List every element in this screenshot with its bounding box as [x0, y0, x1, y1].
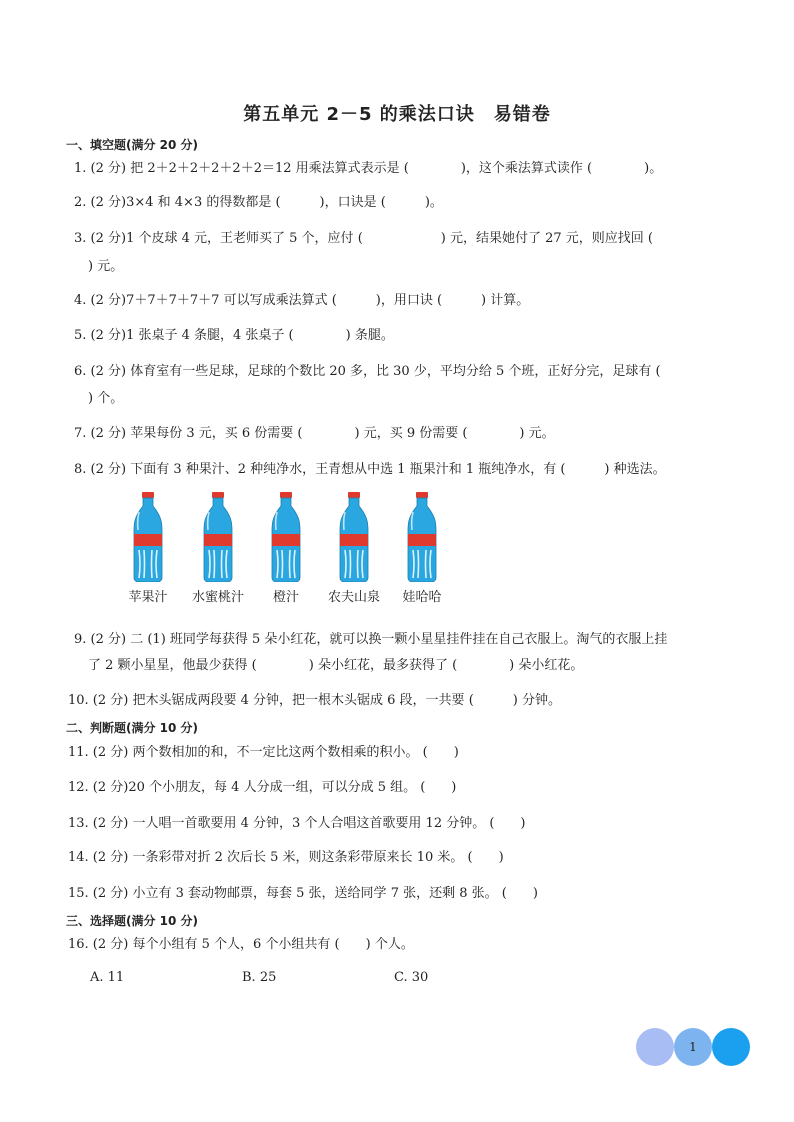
question-2: 2. (2 分)3×4 和 4×3 的得数都是 ( )，口诀是 ( )。 [74, 195, 443, 210]
question-6-continued: ) 个。 [88, 391, 124, 406]
bottle-illustration [118, 492, 458, 608]
bottle-apple-juice [118, 492, 178, 608]
question-3: 3. (2 分)1 个皮球 4 元，王老师买了 5 个，应付 ( ) 元，结果她付了 27 元，则应找回 ( [74, 231, 653, 246]
question-8: 8. (2 分) 下面有 3 种果汁、2 种纯净水，王青想从中选 1 瓶果汁和 1 瓶纯净水，有 ( ) 种选法。 [74, 462, 666, 477]
bottle-icon [130, 492, 166, 582]
bottle-label: 娃哈哈 [402, 590, 442, 605]
bottle-icon [200, 492, 236, 582]
question-16: 16. (2 分) 每个小组有 5 个人，6 个小组共有 ( ) 个人。 [68, 937, 414, 952]
bottle-label: 橙汁 [272, 590, 299, 605]
bottle-label: 苹果汁 [128, 590, 168, 605]
question-7: 7. (2 分) 苹果每份 3 元，买 6 份需要 ( ) 元，买 9 份需要 ( ) 元。 [74, 426, 555, 441]
option-a: A. 11 [90, 970, 125, 985]
page-number-badge [636, 1028, 752, 1068]
question-6: 6. (2 分) 体育室有一些足球，足球的个数比 20 多，比 30 少，平均分给 5 个班，正好分完，足球有 ( [74, 364, 661, 379]
bottle-icon [268, 492, 304, 582]
bottle-wahaha [392, 492, 452, 608]
bottle-label: 水蜜桃汁 [191, 590, 244, 605]
section-heading-true-false: 二、判断题(满分 10 分) [66, 721, 199, 735]
option-b: B. 25 [242, 970, 277, 985]
question-11: 11. (2 分) 两个数相加的和，不一定比这两个数相乘的积小。 ( ) [68, 745, 459, 760]
option-c: C. 30 [394, 970, 429, 985]
page-number: 1 [689, 1040, 697, 1054]
question-5: 5. (2 分)1 张桌子 4 条腿，4 张桌子 ( ) 条腿。 [74, 328, 394, 343]
bottle-label: 农夫山泉 [327, 590, 380, 605]
question-15: 15. (2 分) 小立有 3 套动物邮票，每套 5 张，送给同学 7 张，还剩 8 张。 ( ) [68, 886, 538, 901]
question-4: 4. (2 分)7＋7＋7＋7＋7 可以写成乘法算式 ( )，用口诀 ( ) 计算。 [74, 293, 530, 308]
question-13: 13. (2 分) 一人唱一首歌要用 4 分钟，3 个人合唱这首歌要用 12 分钟。 ( ) [68, 816, 526, 831]
section-heading-fill-in: 一、填空题(满分 20 分) [66, 138, 199, 152]
page-number-dot [674, 1028, 712, 1066]
bottle-icon [336, 492, 372, 582]
question-12: 12. (2 分)20 个小朋友，每 4 人分成一组，可以分成 5 组。 ( ) [68, 780, 457, 795]
question-9-continued: 了 2 颗小星星，他最少获得 ( ) 朵小红花，最多获得了 ( ) 朵小红花。 [88, 658, 584, 673]
bottle-peach-juice [188, 492, 248, 608]
decor-dot [636, 1028, 674, 1066]
question-9: 9. (2 分) 二 (1) 班同学每获得 5 朵小红花，就可以换一颗小星星挂件挂在自己衣服上。淘气的衣服上挂 [74, 632, 668, 647]
question-1: 1. (2 分) 把 2＋2＋2＋2＋2＋2＝12 用乘法算式表示是 ( )，这个乘法算式读作 ( )。 [74, 161, 663, 176]
bottle-icon [404, 492, 440, 582]
bottle-nongfu-spring [324, 492, 384, 608]
decor-dot [712, 1028, 750, 1066]
section-heading-multiple-choice: 三、选择题(满分 10 分) [66, 914, 199, 928]
page-title: 第五单元 2－5 的乘法口诀 易错卷 [243, 104, 551, 125]
question-3-continued: ) 元。 [88, 259, 124, 274]
question-14: 14. (2 分) 一条彩带对折 2 次后长 5 米，则这条彩带原来长 10 米。 ( ) [68, 850, 504, 865]
question-10: 10. (2 分) 把木头锯成两段要 4 分钟，把一根木头锯成 6 段，一共要 ( ) 分钟。 [68, 693, 561, 708]
bottle-orange-juice [256, 492, 316, 608]
